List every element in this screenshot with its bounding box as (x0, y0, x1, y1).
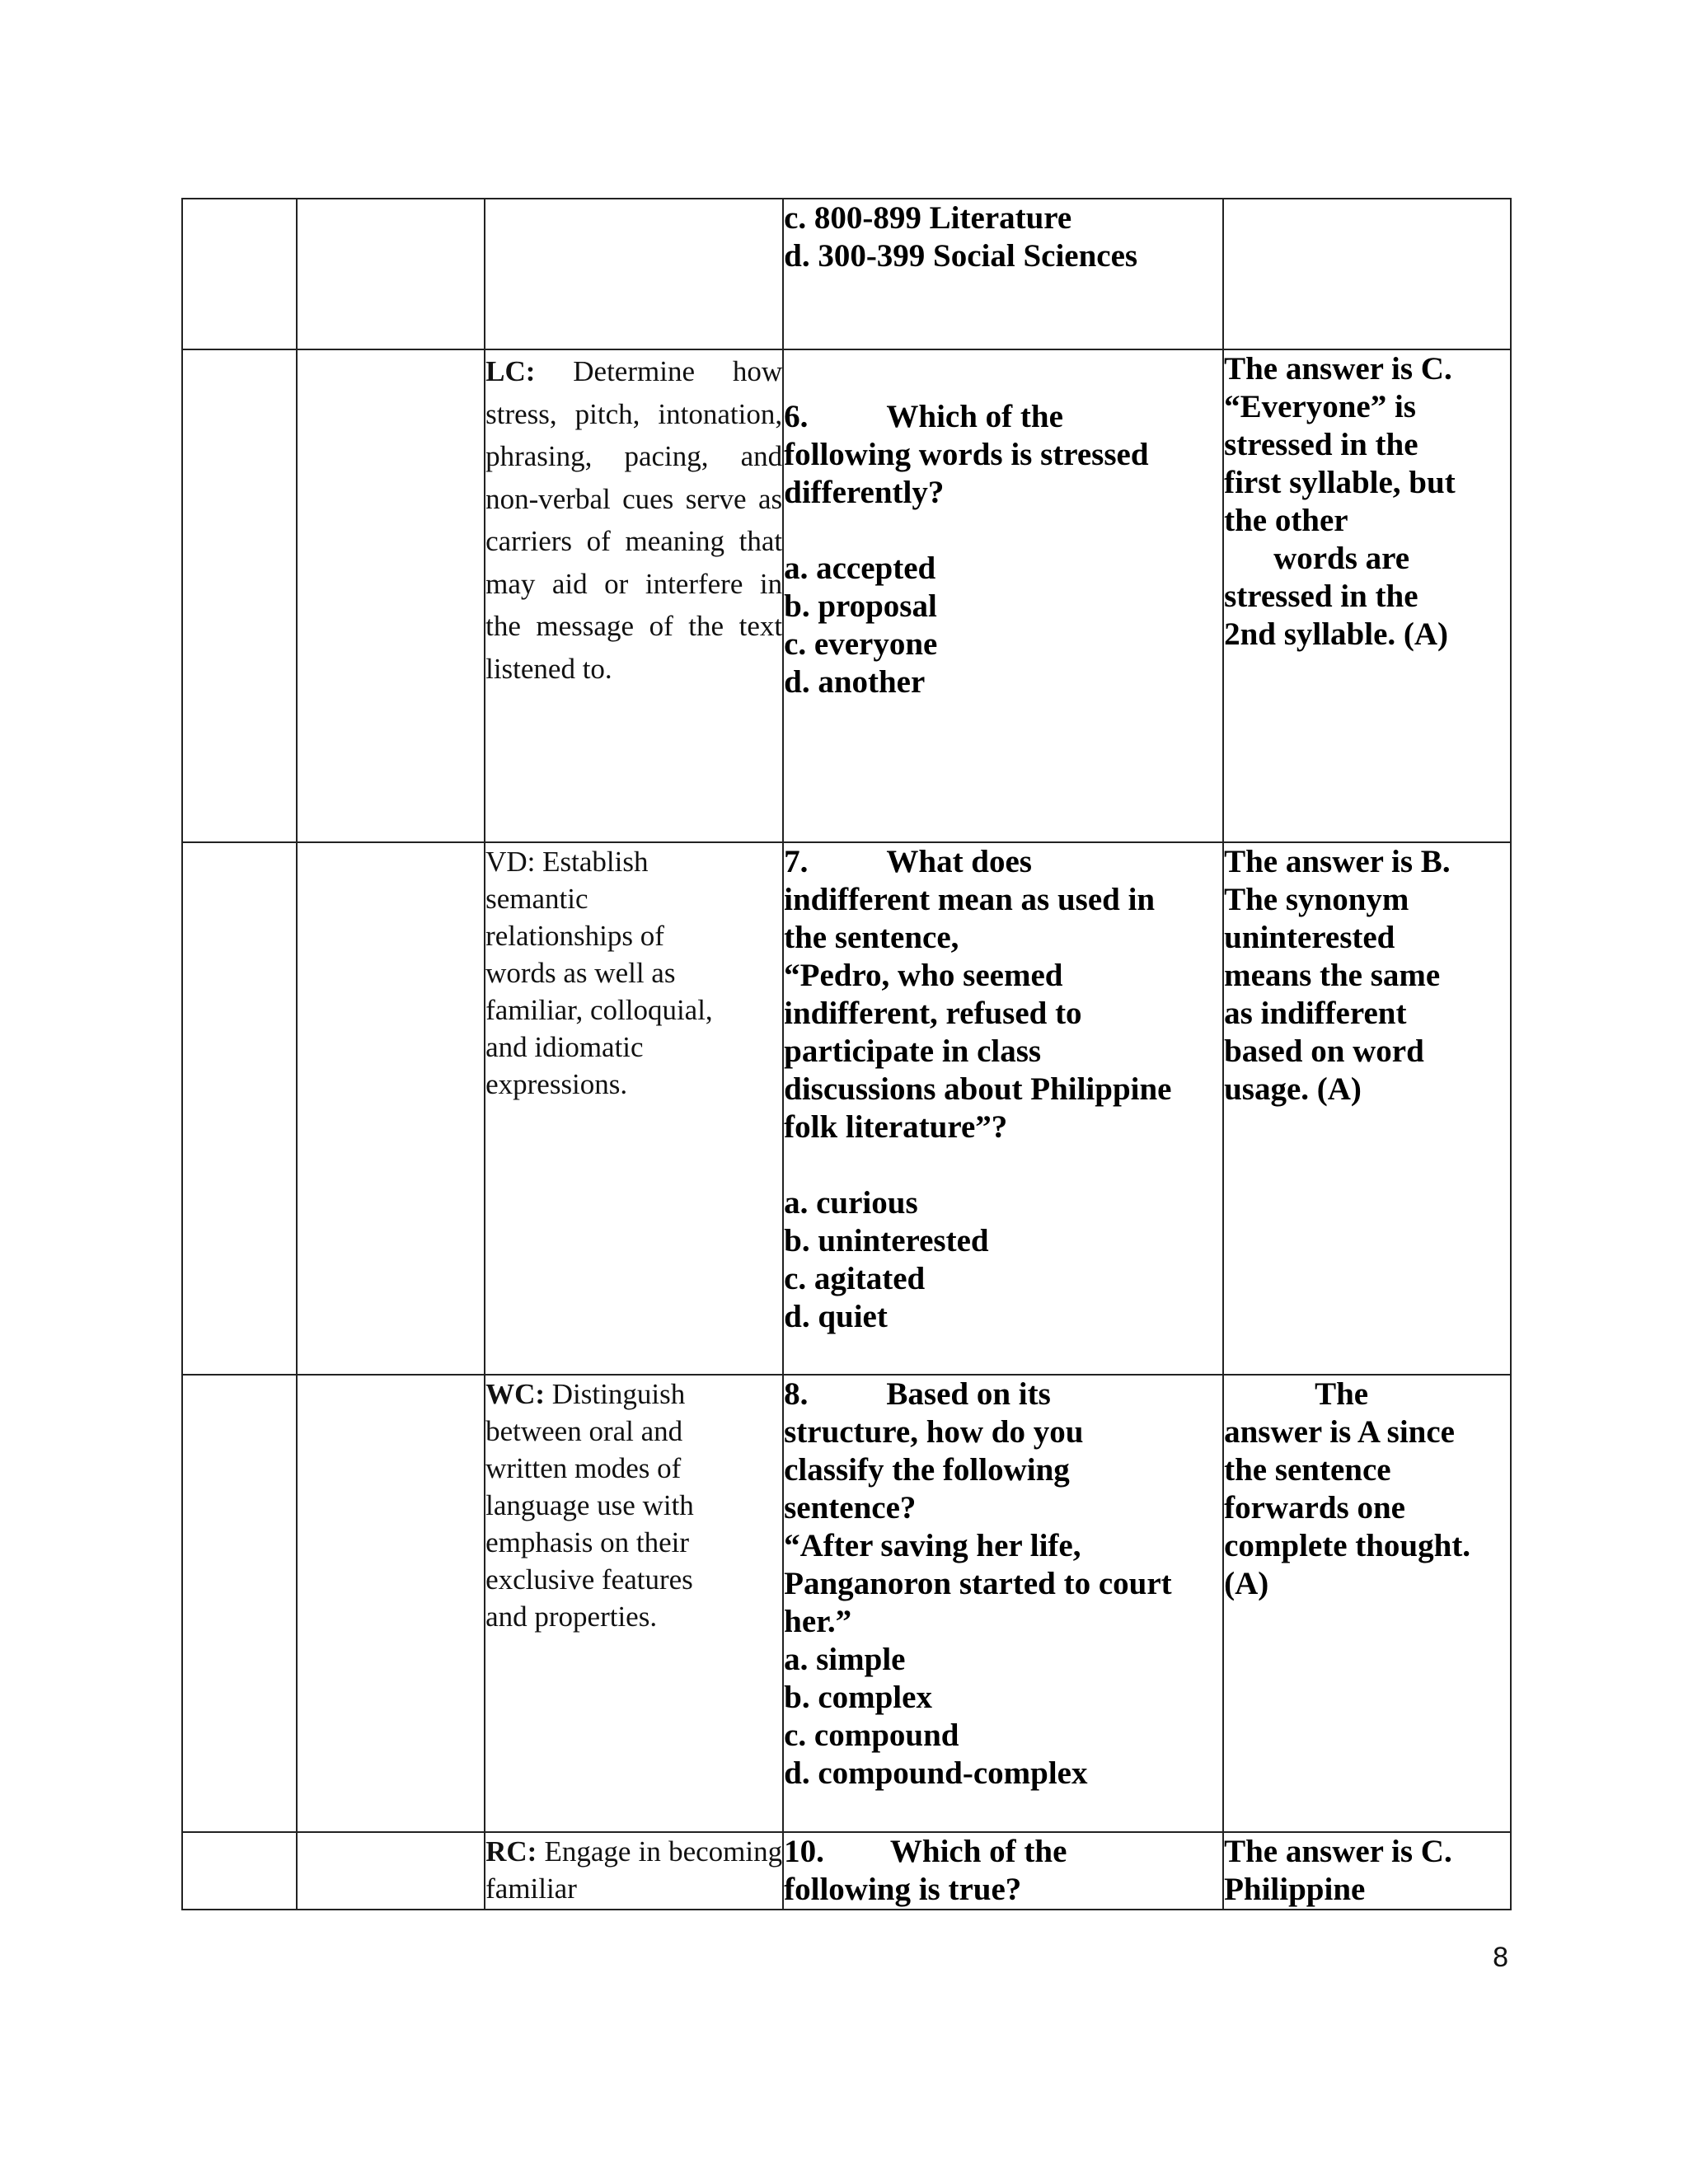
question-line: following is true? (784, 1872, 1022, 1907)
choice-text: c. everyone (784, 626, 938, 662)
answer-line: The answer is B. (1224, 844, 1451, 879)
answer-cell (1223, 349, 1511, 842)
table-row (182, 1832, 1511, 1910)
blank-cell (297, 1375, 485, 1832)
objective-cell (485, 349, 783, 842)
blank-cell (182, 1832, 297, 1910)
question-cell (783, 842, 1223, 1375)
question-line: sentence? (784, 1490, 917, 1526)
table-row (182, 1375, 1511, 1832)
question-line: 6. Which of the (784, 399, 1063, 434)
answer-line: complete thought. (1224, 1528, 1471, 1563)
objective-cell (485, 1375, 783, 1832)
answer-line: (A) (1224, 1566, 1269, 1601)
objective-text: Engage in becoming familiar (485, 1835, 783, 1905)
answer-cell (1223, 842, 1511, 1375)
objective-cell (485, 199, 783, 349)
choice-text: a. curious (784, 1185, 918, 1221)
table-row (182, 349, 1511, 842)
blank-cell (182, 842, 297, 1375)
answer-line: as indifferent (1224, 996, 1407, 1031)
question-line: structure, how do you (784, 1414, 1084, 1450)
objective-line: language use with (485, 1489, 694, 1521)
answer-line: Philippine (1224, 1872, 1366, 1907)
question-cell (783, 1832, 1223, 1910)
answer-cell (1223, 199, 1511, 349)
blank-cell (297, 349, 485, 842)
choice-text: c. 800-899 Literature (784, 200, 1072, 236)
answer-line: The answer is C. (1224, 1834, 1452, 1869)
choice-text: b. uninterested (784, 1223, 989, 1258)
blank-cell (182, 349, 297, 842)
question-line: folk literature”? (784, 1109, 1008, 1145)
blank-cell (297, 1832, 485, 1910)
table-row (182, 199, 1511, 349)
question-number: 6. (784, 399, 809, 434)
objective-code: WC: (485, 1378, 546, 1410)
answer-line: uninterested (1224, 920, 1395, 955)
answer-line: forwards one (1224, 1490, 1405, 1526)
answer-cell (1223, 1832, 1511, 1910)
choice-text: d. 300-399 Social Sciences (784, 238, 1138, 274)
objective-line: VD: Establish (485, 846, 649, 878)
question-cell (783, 1375, 1223, 1832)
objective-code: RC: (485, 1835, 537, 1868)
question-line: 7. What does (784, 844, 1032, 879)
question-line: classify the following (784, 1452, 1070, 1488)
objective-cell (485, 1832, 783, 1910)
choice-text: a. simple (784, 1642, 906, 1677)
answer-line: The synonym (1224, 882, 1409, 917)
question-number: 8. (784, 1376, 809, 1412)
question-line: “Pedro, who seemed (784, 958, 1063, 993)
objective-line: expressions. (485, 1068, 628, 1100)
question-number: 7. (784, 844, 809, 879)
answer-line: words are (1273, 541, 1410, 576)
answer-line: answer is A since (1224, 1414, 1455, 1450)
question-line: 10. Which of the (784, 1834, 1067, 1869)
question-cell (783, 349, 1223, 842)
objective-line: WC: Distinguish (485, 1378, 686, 1410)
assessment-table (181, 198, 1512, 1910)
choice-text: c. compound (784, 1718, 959, 1753)
objective-line: relationships of (485, 920, 664, 952)
question-line: following words is stressed (784, 437, 1149, 472)
choice-text: d. compound-complex (784, 1755, 1088, 1791)
objective-line: familiar, colloquial, (485, 994, 713, 1026)
question-line: 8. Based on its (784, 1376, 1051, 1412)
question-line: discussions about Philippine (784, 1071, 1172, 1107)
question-line: differently? (784, 475, 945, 510)
answer-line: “Everyone” is (1224, 389, 1416, 424)
question-line: “After saving her life, (784, 1528, 1081, 1563)
question-line: the sentence, (784, 920, 959, 955)
answer-line: the sentence (1224, 1452, 1391, 1488)
choice-text: d. quiet (784, 1299, 888, 1334)
objective-line: and idiomatic (485, 1031, 644, 1063)
answer-line: usage. (A) (1224, 1071, 1362, 1107)
answer-line: stressed in the (1224, 579, 1418, 614)
question-line: her.” (784, 1604, 852, 1639)
answer-line: based on word (1224, 1033, 1424, 1069)
objective-cell (485, 842, 783, 1375)
objective-line: words as well as (485, 957, 676, 989)
answer-line: The (1315, 1376, 1369, 1412)
choice-text: a. accepted (784, 551, 936, 586)
objective-line: and properties. (485, 1601, 658, 1633)
objective-line: exclusive features (485, 1563, 693, 1596)
question-cell (783, 199, 1223, 349)
objective-line: written modes of (485, 1452, 682, 1484)
blank-cell (297, 199, 485, 349)
answer-line: 2nd syllable. (A) (1224, 616, 1449, 652)
objective-line: between oral and (485, 1415, 683, 1447)
answer-line: the other (1224, 503, 1348, 538)
question-line: indifferent mean as used in (784, 882, 1156, 917)
objective-code: LC: (485, 355, 536, 387)
answer-line: means the same (1224, 958, 1441, 993)
blank-cell (182, 199, 297, 349)
choice-text: d. another (784, 664, 926, 700)
objective-text: Determine how stress, pitch, intonation, phrasing, pacing, and non-verbal cues serve as carriers of meaning that may aid or interfere in the message of the text listened to. (485, 355, 783, 685)
choice-text: b. complex (784, 1680, 932, 1715)
objective-line: semantic (485, 883, 588, 915)
blank-cell (182, 1375, 297, 1832)
objective-line: emphasis on their (485, 1526, 689, 1558)
answer-line: The answer is C. (1224, 351, 1452, 387)
question-line: indifferent, refused to (784, 996, 1082, 1031)
question-number: 10. (784, 1834, 824, 1869)
question-line: participate in class (784, 1033, 1042, 1069)
answer-cell (1223, 1375, 1511, 1832)
page-number: 8 (1493, 1942, 1508, 1973)
answer-line: first syllable, but (1224, 465, 1456, 500)
question-line: Panganoron started to court (784, 1566, 1172, 1601)
table-row (182, 842, 1511, 1375)
blank-cell (297, 842, 485, 1375)
choice-text: b. proposal (784, 588, 937, 624)
answer-line: stressed in the (1224, 427, 1418, 462)
choice-text: c. agitated (784, 1261, 926, 1296)
